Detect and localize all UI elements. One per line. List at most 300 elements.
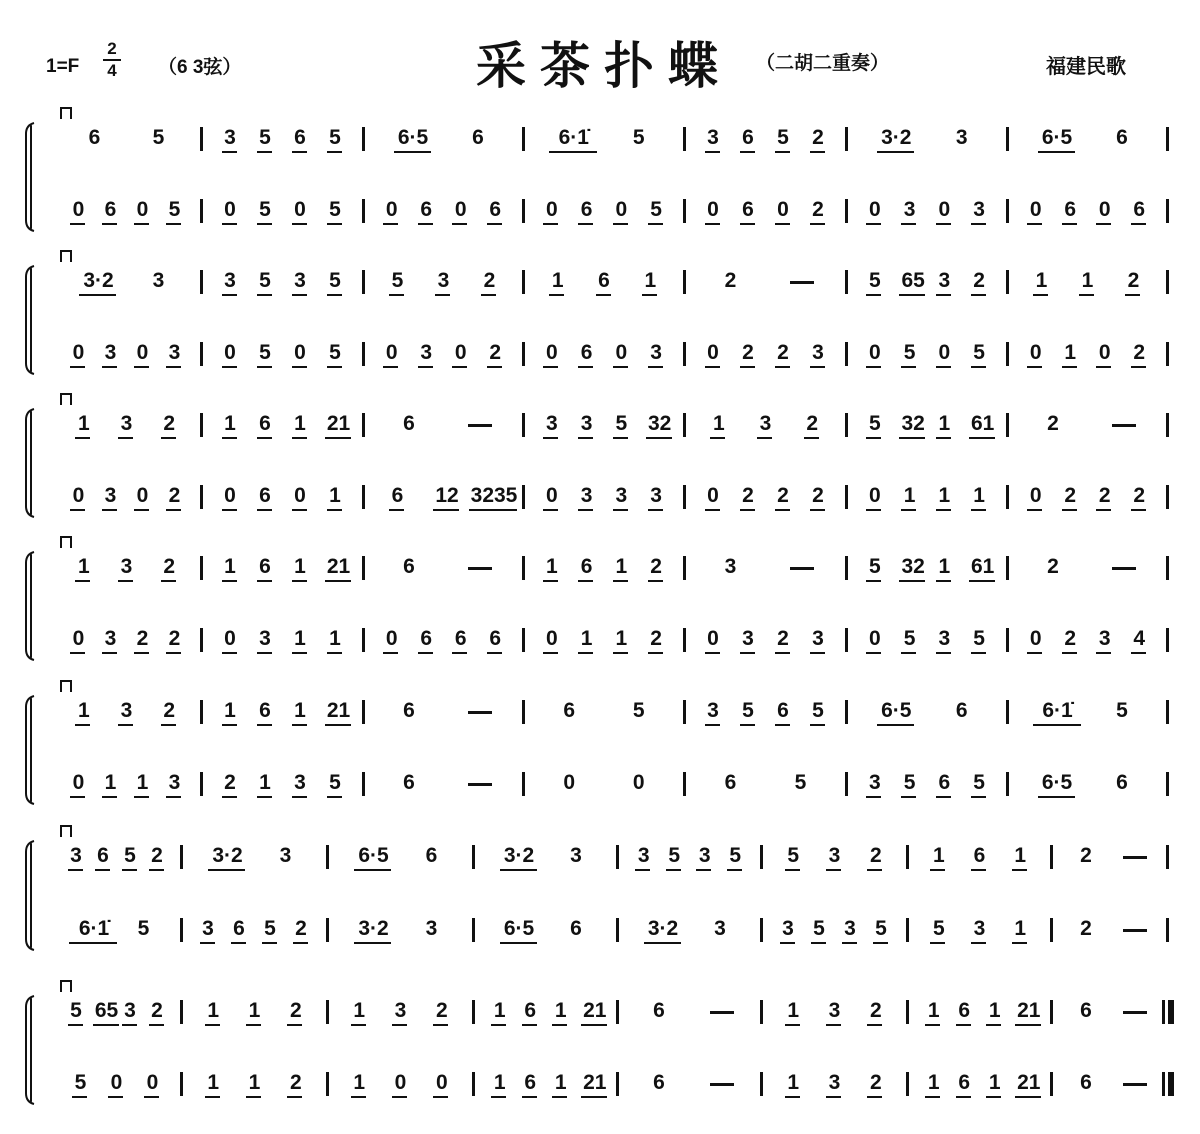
- beam-underline: [930, 942, 945, 944]
- note: 3: [437, 269, 450, 292]
- note: 6: [955, 699, 968, 722]
- beam-underline: [648, 366, 663, 368]
- note: 0: [435, 1071, 448, 1094]
- down-bow-mark: [60, 825, 72, 837]
- note: 3: [650, 484, 662, 507]
- beam-underline: [222, 437, 237, 439]
- beam-underline: [925, 1024, 940, 1026]
- note: 5: [875, 917, 887, 940]
- note: 5: [973, 771, 985, 794]
- note: 1: [712, 412, 725, 435]
- note: 6: [420, 627, 433, 650]
- barline: [522, 772, 525, 796]
- beam-underline: [325, 437, 351, 439]
- beam-underline: [740, 223, 755, 225]
- tuning-note: （6 3弦）: [158, 57, 242, 78]
- note: 6: [472, 126, 484, 149]
- beam-underline: [986, 1024, 1001, 1026]
- barline: [362, 628, 365, 652]
- note: 2: [151, 999, 163, 1022]
- barline: [683, 199, 686, 223]
- barline: [180, 1072, 183, 1096]
- note: 1: [554, 1071, 567, 1094]
- note: 5: [903, 771, 916, 794]
- beam-underline: [930, 869, 945, 871]
- beam-underline: [810, 151, 825, 153]
- staff-row-lower-1: [0, 199, 1200, 239]
- note: 3: [202, 917, 214, 940]
- note: 3: [812, 341, 824, 364]
- note: 0: [385, 341, 398, 364]
- note: 61: [970, 412, 995, 435]
- barline: [1006, 270, 1009, 294]
- note: 1: [294, 699, 306, 722]
- note: 6: [294, 126, 306, 149]
- beam-underline: [578, 652, 593, 654]
- beam-underline: [901, 223, 916, 225]
- note: 2: [483, 269, 496, 292]
- beam-underline: [866, 366, 881, 368]
- note: 0: [615, 341, 628, 364]
- beam-underline: [810, 223, 825, 225]
- note: 1: [551, 269, 564, 292]
- beam-underline: [327, 223, 342, 225]
- beam-underline: [469, 509, 517, 511]
- beam-underline: [705, 509, 720, 511]
- note: 6·1̇: [1042, 699, 1073, 722]
- beam-underline: [775, 366, 790, 368]
- beam-underline: [1012, 869, 1027, 871]
- barline: [683, 413, 686, 437]
- beam-underline: [552, 1096, 567, 1098]
- note: 0: [294, 341, 306, 364]
- beam-underline: [500, 942, 537, 944]
- beam-underline: [1015, 1024, 1041, 1026]
- note: 3: [124, 999, 136, 1022]
- beam-underline: [354, 942, 391, 944]
- beam-underline: [646, 437, 672, 439]
- note: 5: [777, 126, 789, 149]
- beam-underline: [522, 1024, 537, 1026]
- note: 6·1̇: [78, 917, 110, 940]
- barline: [845, 700, 848, 724]
- staff-row-upper-4: [0, 556, 1200, 596]
- barline: [1006, 413, 1009, 437]
- beam-underline: [866, 509, 881, 511]
- staff-row-lower-3: [0, 485, 1200, 525]
- note: 1: [903, 484, 916, 507]
- beam-underline: [1096, 366, 1111, 368]
- barline: [1006, 556, 1009, 580]
- note: 5: [668, 844, 681, 867]
- beam-underline: [549, 294, 564, 296]
- barline: [180, 918, 183, 942]
- note: 0: [707, 484, 719, 507]
- beam-underline: [867, 1024, 882, 1026]
- note: 6: [653, 999, 665, 1022]
- note: 12: [435, 484, 459, 507]
- note: 3: [714, 917, 726, 940]
- beam-underline: [325, 580, 351, 582]
- note: 21: [583, 1071, 607, 1094]
- time-numerator: 2: [103, 40, 121, 61]
- note: 1: [493, 999, 506, 1022]
- beam-underline: [149, 869, 164, 871]
- note: 21: [1017, 999, 1041, 1022]
- note: 0: [869, 484, 881, 507]
- sustain-dash: [790, 567, 814, 570]
- beam-underline: [543, 223, 558, 225]
- note: 2: [812, 484, 824, 507]
- barline-final-thick: [1168, 1000, 1174, 1024]
- barline: [683, 485, 686, 509]
- note: 2: [777, 341, 789, 364]
- note: 3: [903, 198, 916, 221]
- beam-underline: [969, 437, 995, 439]
- beam-underline: [1131, 652, 1146, 654]
- note: 3: [650, 341, 662, 364]
- barline: [200, 270, 203, 294]
- note: 0: [1029, 198, 1042, 221]
- beam-underline: [971, 652, 986, 654]
- key-signature: 1=F: [46, 56, 80, 77]
- barline: [1166, 628, 1169, 652]
- note: 2: [812, 126, 824, 149]
- staff-row-upper-7: [0, 1000, 1200, 1040]
- note: 2: [869, 844, 882, 867]
- beam-underline: [394, 151, 431, 153]
- note: 3: [828, 844, 841, 867]
- beam-underline: [1131, 223, 1146, 225]
- note: 3235: [470, 484, 518, 507]
- note: 6: [489, 627, 502, 650]
- note: 6·5: [358, 844, 389, 867]
- beam-underline: [780, 942, 795, 944]
- note: 6: [653, 1071, 665, 1094]
- note: 3: [1098, 627, 1111, 650]
- note: 2: [435, 999, 448, 1022]
- note: 0: [72, 771, 85, 794]
- beam-underline: [102, 796, 117, 798]
- down-bow-mark: [60, 536, 72, 548]
- note: 1: [259, 771, 271, 794]
- note: 6: [724, 771, 737, 794]
- note: 3: [615, 484, 628, 507]
- beam-underline: [161, 437, 176, 439]
- note: 2: [742, 484, 754, 507]
- beam-underline: [936, 580, 951, 582]
- beam-underline: [166, 366, 181, 368]
- note: 0: [224, 627, 236, 650]
- beam-underline: [1027, 652, 1042, 654]
- beam-underline: [222, 652, 237, 654]
- note: 0: [632, 771, 645, 794]
- staff-row-upper-1: [0, 127, 1200, 167]
- beam-underline: [1062, 223, 1077, 225]
- barline: [906, 845, 909, 869]
- beam-underline: [971, 366, 986, 368]
- note: 6·5: [1041, 126, 1073, 149]
- beam-underline: [775, 724, 790, 726]
- beam-underline: [543, 652, 558, 654]
- note: 5: [632, 126, 645, 149]
- barline: [362, 556, 365, 580]
- note: 2: [724, 269, 737, 292]
- beam-underline: [552, 1024, 567, 1026]
- note: 3: [294, 269, 306, 292]
- beam-underline: [354, 869, 391, 871]
- note: 3: [120, 699, 133, 722]
- note: 0: [136, 341, 149, 364]
- note: 1: [787, 999, 799, 1022]
- barline: [326, 918, 329, 942]
- beam-underline: [134, 509, 149, 511]
- note: 5: [869, 269, 881, 292]
- note: 0: [546, 341, 558, 364]
- beam-underline: [327, 652, 342, 654]
- beam-underline: [389, 294, 404, 296]
- barline: [522, 700, 525, 724]
- note: 3: [580, 412, 593, 435]
- barline: [1166, 918, 1169, 942]
- beam-underline: [1027, 509, 1042, 511]
- beam-underline: [867, 869, 882, 871]
- beam-underline: [642, 294, 657, 296]
- beam-underline: [842, 942, 857, 944]
- beam-underline: [292, 509, 307, 511]
- beam-underline: [292, 652, 307, 654]
- barline: [200, 556, 203, 580]
- barline: [522, 485, 525, 509]
- barline: [1050, 845, 1053, 869]
- note: 1: [988, 999, 1001, 1022]
- note: 3: [104, 341, 117, 364]
- beam-underline: [581, 1096, 607, 1098]
- note: 6: [1080, 999, 1092, 1022]
- note: 3: [938, 269, 951, 292]
- barline: [362, 342, 365, 366]
- beam-underline: [710, 437, 725, 439]
- note: 0: [294, 198, 306, 221]
- note: 0: [1098, 198, 1111, 221]
- note: 5: [329, 771, 341, 794]
- note: 5: [787, 844, 799, 867]
- note: 3: [828, 999, 841, 1022]
- barline: [200, 127, 203, 151]
- note: 0: [224, 341, 236, 364]
- staff-row-lower-4: [0, 628, 1200, 668]
- beam-underline: [648, 580, 663, 582]
- beam-underline: [70, 796, 85, 798]
- barline: [522, 270, 525, 294]
- note: 5: [869, 555, 881, 578]
- time-signature: [103, 40, 121, 80]
- note: 6: [1064, 198, 1077, 221]
- beam-underline: [257, 223, 272, 225]
- note: 6: [777, 699, 789, 722]
- barline: [180, 845, 183, 869]
- down-bow-mark: [60, 107, 72, 119]
- note: 6·5: [503, 917, 535, 940]
- beam-underline: [971, 223, 986, 225]
- note: 1: [104, 771, 117, 794]
- beam-underline: [70, 509, 85, 511]
- beam-underline: [418, 652, 433, 654]
- down-bow-mark: [60, 250, 72, 262]
- beam-underline: [648, 652, 663, 654]
- barline: [616, 918, 619, 942]
- beam-underline: [785, 1096, 800, 1098]
- beam-underline: [866, 437, 881, 439]
- note: 1: [1014, 844, 1026, 867]
- beam-underline: [327, 366, 342, 368]
- beam-underline: [705, 652, 720, 654]
- note: 1: [938, 484, 951, 507]
- sustain-dash: [1123, 856, 1147, 859]
- note: 5: [812, 699, 824, 722]
- note: 0: [707, 341, 719, 364]
- beam-underline: [866, 796, 881, 798]
- barline: [616, 845, 619, 869]
- beam-underline: [292, 796, 307, 798]
- note: 2: [163, 412, 175, 435]
- note: 5: [70, 999, 82, 1022]
- note: 2: [151, 844, 163, 867]
- barline: [845, 342, 848, 366]
- note: 6: [403, 699, 415, 722]
- beam-underline: [936, 366, 951, 368]
- note: 3: [224, 269, 236, 292]
- beam-underline: [613, 437, 628, 439]
- note: 6: [1116, 126, 1128, 149]
- note: 1: [554, 999, 567, 1022]
- beam-underline: [696, 869, 711, 871]
- beam-underline: [1038, 796, 1075, 798]
- barline: [845, 127, 848, 151]
- beam-underline: [1096, 509, 1111, 511]
- beam-underline: [246, 1096, 261, 1098]
- barline: [472, 1072, 475, 1096]
- sustain-dash: [1123, 929, 1147, 932]
- beam-underline: [327, 151, 342, 153]
- beam-underline: [971, 796, 986, 798]
- note: 3: [955, 126, 968, 149]
- note: 6: [742, 126, 754, 149]
- barline: [760, 1000, 763, 1024]
- note: 6: [425, 844, 438, 867]
- beam-underline: [877, 724, 914, 726]
- note: 3: [742, 627, 754, 650]
- beam-underline: [971, 869, 986, 871]
- beam-underline: [901, 366, 916, 368]
- note: 6: [403, 412, 415, 435]
- barline: [1050, 918, 1053, 942]
- note: 2: [777, 627, 789, 650]
- beam-underline: [775, 509, 790, 511]
- beam-underline: [351, 1096, 366, 1098]
- beam-underline: [500, 869, 537, 871]
- note: 0: [394, 1071, 407, 1094]
- beam-underline: [257, 580, 272, 582]
- barline: [522, 127, 525, 151]
- note: 0: [1098, 341, 1111, 364]
- note: 1: [927, 999, 940, 1022]
- note: 3: [782, 917, 794, 940]
- beam-underline: [452, 223, 467, 225]
- beam-underline: [740, 509, 755, 511]
- note: 32: [901, 412, 925, 435]
- beam-underline: [108, 1096, 123, 1098]
- beam-underline: [936, 509, 951, 511]
- note: 3: [938, 627, 951, 650]
- beam-underline: [986, 1096, 1001, 1098]
- beam-underline: [804, 437, 819, 439]
- beam-underline: [144, 1096, 159, 1098]
- note: 1: [329, 484, 341, 507]
- beam-underline: [452, 366, 467, 368]
- note: 1: [136, 771, 149, 794]
- note: 5: [74, 1071, 87, 1094]
- note: 3: [168, 341, 181, 364]
- barline: [1006, 127, 1009, 151]
- beam-underline: [1062, 509, 1077, 511]
- note: 6: [104, 198, 117, 221]
- note: 5: [329, 126, 341, 149]
- beam-underline: [481, 294, 496, 296]
- note: 3: [812, 627, 824, 650]
- note: 6: [570, 917, 582, 940]
- beam-underline: [205, 1096, 220, 1098]
- barline: [522, 342, 525, 366]
- beam-underline: [543, 366, 558, 368]
- note: 1: [988, 1071, 1001, 1094]
- note: 3·2: [503, 844, 535, 867]
- note: 1: [938, 412, 951, 435]
- beam-underline: [435, 294, 450, 296]
- beam-underline: [1012, 942, 1027, 944]
- beam-underline: [899, 294, 925, 296]
- beam-underline: [578, 580, 593, 582]
- note: 0: [869, 198, 881, 221]
- beam-underline: [68, 869, 83, 871]
- beam-underline: [522, 1096, 537, 1098]
- note: 0: [546, 627, 558, 650]
- beam-underline: [351, 1024, 366, 1026]
- note: 2: [650, 555, 662, 578]
- beam-underline: [205, 1024, 220, 1026]
- barline: [1166, 772, 1169, 796]
- note: 21: [583, 999, 607, 1022]
- beam-underline: [491, 1096, 506, 1098]
- note: 1: [927, 1071, 940, 1094]
- beam-underline: [873, 942, 888, 944]
- note: 3·2: [881, 126, 912, 149]
- beam-underline: [775, 652, 790, 654]
- barline: [522, 413, 525, 437]
- note: 3: [70, 844, 82, 867]
- beam-underline: [826, 1096, 841, 1098]
- barline: [522, 199, 525, 223]
- page-title: 采茶扑蝶: [476, 36, 732, 95]
- barline: [472, 845, 475, 869]
- note: 0: [869, 627, 881, 650]
- beam-underline: [1027, 366, 1042, 368]
- beam-underline: [866, 652, 881, 654]
- note: 2: [168, 484, 181, 507]
- barline: [683, 270, 686, 294]
- note: 2: [289, 1071, 302, 1094]
- beam-underline: [877, 151, 914, 153]
